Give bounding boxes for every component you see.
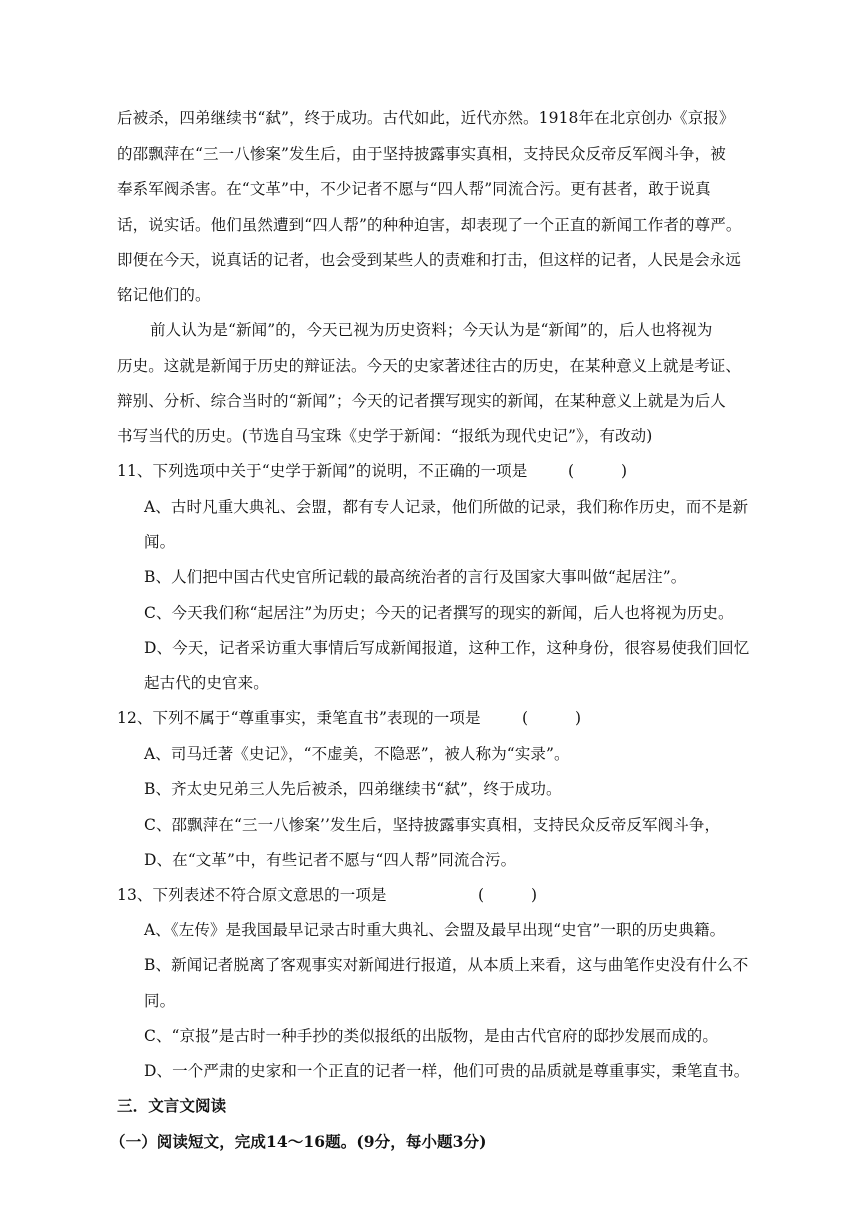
passage-line: 即便在今天，说真话的记者，也会受到某些人的责难和打击，但这样的记者，人民是会永远: [117, 251, 742, 269]
option-b: B、新闻记者脱离了客观事实对新闻进行报道，从本质上来看，这与曲笔作史没有什么不: [144, 956, 749, 974]
option-d: D、今天，记者采访重大事情后写成新闻报道，这种工作，这种身份，很容易使我们回忆: [144, 639, 750, 657]
passage-line: 的邵飘萍在“三一八惨案”发生后，由于坚持披露事实真相，支持民众反帝反军阀斗争，被: [117, 145, 726, 163]
passage-line: 奉系军阀杀害。在“文革”中，不少记者不愿与“四人帮”同流合污。更有甚者，敢于说真: [117, 180, 711, 198]
answer-bracket[interactable]: ( ): [478, 886, 538, 904]
section-title: 三．文言文阅读: [117, 1096, 227, 1115]
option-d: D、在“文革”中，有些记者不愿与“四人帮”同流合污。: [144, 851, 517, 869]
option-b: B、人们把中国古代史官所记载的最高统治者的言行及国家大事叫做“起居注”。: [144, 568, 687, 586]
passage-line: 话，说实话。他们虽然遭到“四人帮”的种种迫害，却表现了一个正直的新闻工作者的尊严。: [117, 216, 742, 234]
option-c: C、今天我们称“起居注”为历史；今天的记者撰写的现实的新闻，后人也将视为历史。: [144, 604, 734, 622]
option-d: D、一个严肃的史家和一个正直的记者一样，他们可贵的品质就是尊重事实，秉笔直书。: [144, 1062, 750, 1080]
option-a-cont: 闻。: [144, 533, 176, 551]
option-d-cont: 起古代的史官来。: [144, 674, 269, 692]
answer-bracket[interactable]: ( ): [568, 462, 628, 480]
option-c: C、邵飘萍在“三一八惨案’’发生后，坚持披露事实真相，支持民众反帝反军阀斗争，: [144, 816, 721, 834]
option-c: C、“京报”是古时一种手抄的类似报纸的出版物，是由古代官府的邸抄发展而成的。: [144, 1027, 719, 1045]
option-a: A、司马迁著《史记》，“不虚美，不隐恶”，被人称为“实录”。: [144, 745, 570, 763]
section-subtitle: （一）阅读短文，完成14～16题。(9分，每小题3分): [110, 1132, 487, 1151]
answer-bracket[interactable]: ( ): [522, 709, 582, 727]
option-a: A、古时凡重大典礼、会盟，都有专人记录，他们所做的记录，我们称作历史，而不是新: [144, 498, 749, 516]
passage-line: 书写当代的历史。(节选自马宝珠《史学于新闻：“报纸为现代史记”》，有改动): [117, 427, 653, 445]
passage-line: 后被杀，四弟继续书“弑”，终于成功。古代如此，近代亦然。1918年在北京创办《京报》: [117, 109, 735, 127]
question-stem: 13、下列表述不符合原文意思的一项是: [117, 886, 387, 904]
option-a: A、《左传》是我国最早记录古时重大典礼、会盟及最早出现“史官”一职的历史典籍。: [144, 921, 726, 939]
passage-line: 辩别、分析、综合当时的“新闻”；今天的记者撰写现实的新闻，在某种意义上就是为后人: [117, 392, 726, 410]
question-stem: 11、下列选项中关于“史学于新闻”的说明，不正确的一项是: [117, 462, 528, 480]
option-b: B、齐太史兄弟三人先后被杀，四弟继续书“弑”，终于成功。: [144, 780, 562, 798]
passage-line: 铭记他们的。: [117, 286, 211, 304]
question-stem: 12、下列不属于“尊重事实，秉笔直书”表现的一项是: [117, 709, 481, 727]
passage-line: 前人认为是“新闻”的，今天已视为历史资料；今天认为是“新闻”的，后人也将视为: [150, 321, 713, 339]
option-b-cont: 同。: [144, 992, 176, 1010]
passage-line: 历史。这就是新闻于历史的辩证法。今天的史家著述往古的历史，在某种意义上就是考证、: [117, 357, 742, 375]
